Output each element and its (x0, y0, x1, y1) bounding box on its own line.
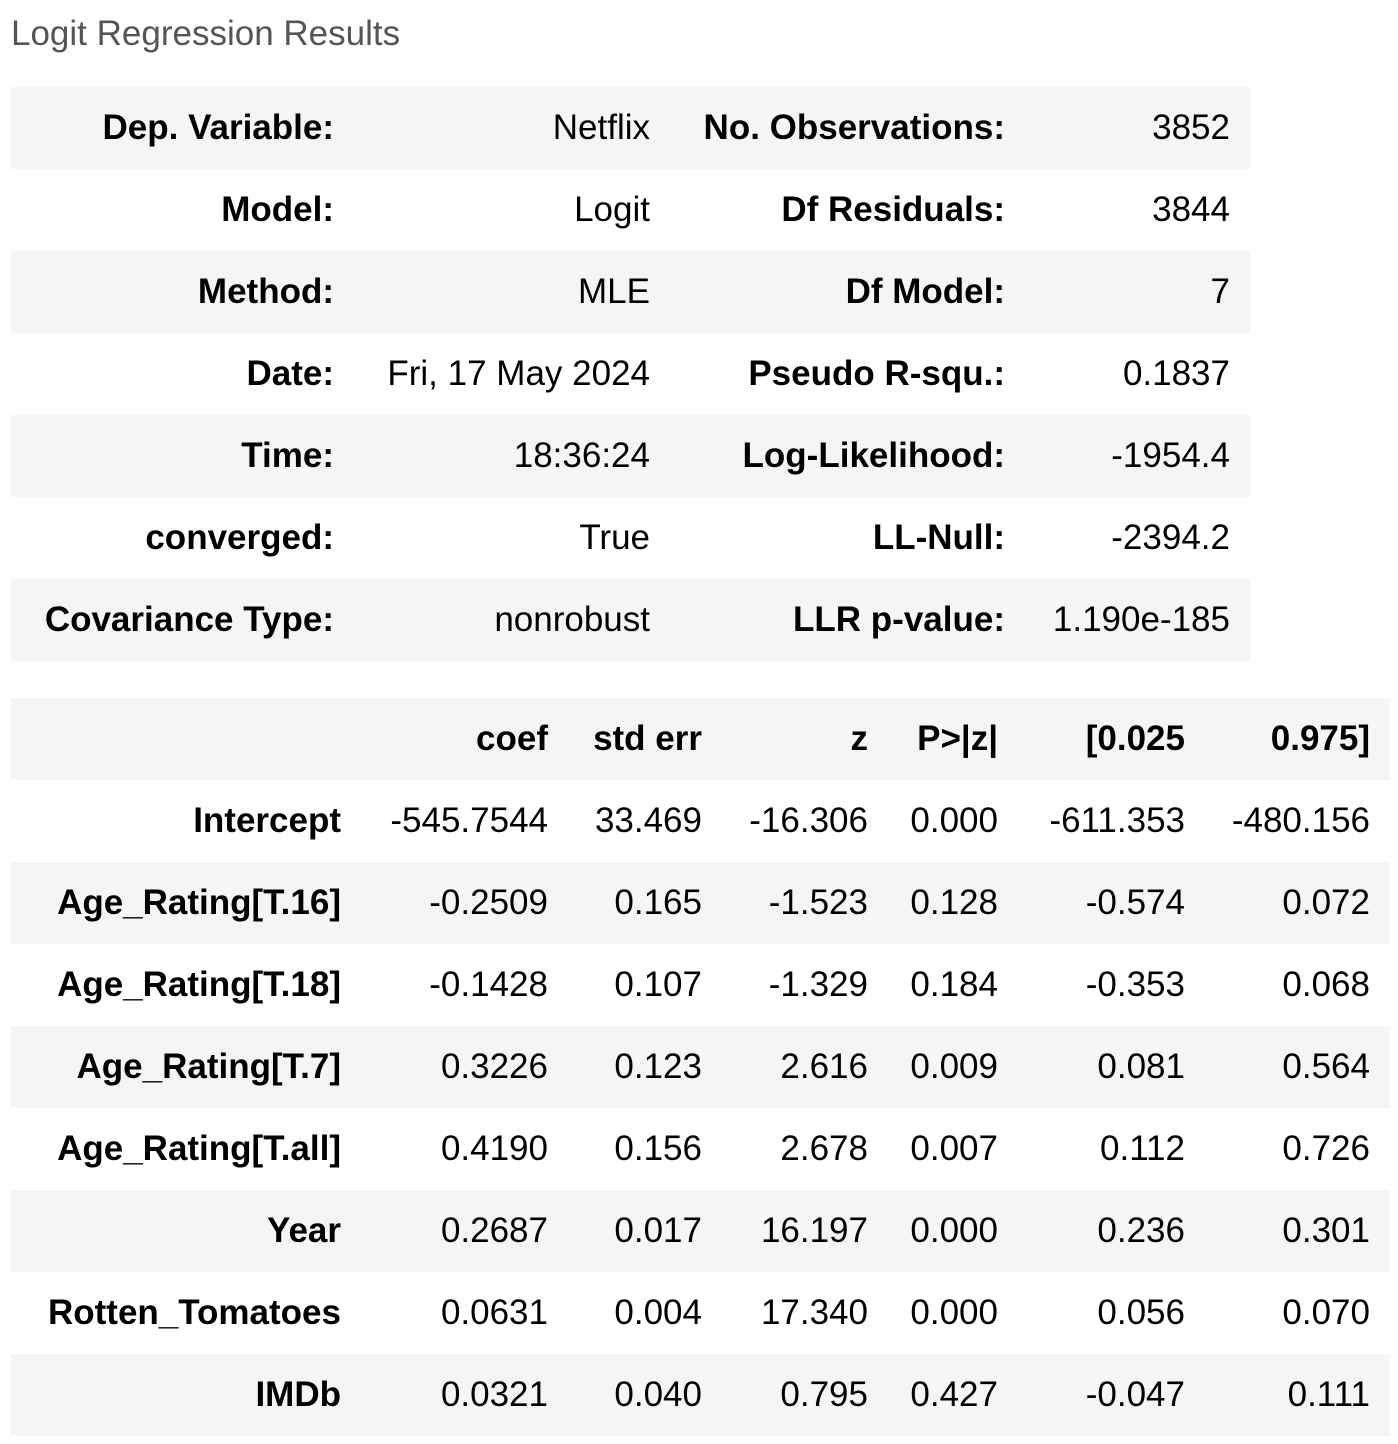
summary-label: Dep. Variable: (102, 108, 334, 147)
summary-value: -2394.2 (1111, 518, 1230, 557)
summary-value: Logit (574, 190, 650, 229)
table-row (11, 1272, 1390, 1354)
table-row (11, 1108, 1390, 1190)
cell-value: -0.047 (1085, 1375, 1185, 1414)
cell-value: -1.329 (768, 965, 868, 1004)
summary-label: Method: (197, 272, 334, 311)
summary-value: 3844 (1152, 190, 1230, 229)
summary-value: 3852 (1152, 108, 1230, 147)
table-row (11, 1354, 1390, 1436)
cell-value: 0.564 (1282, 1047, 1370, 1086)
cell-value: 0.726 (1282, 1129, 1370, 1168)
table-row (11, 944, 1390, 1026)
summary-value: -1954.4 (1111, 436, 1230, 475)
cell-value: -480.156 (1231, 801, 1370, 840)
cell-value: -0.353 (1085, 965, 1185, 1004)
column-header: P>|z| (917, 719, 998, 758)
cell-value: 0.123 (614, 1047, 702, 1086)
cell-value: 2.616 (780, 1047, 868, 1086)
cell-value: 0.165 (614, 883, 702, 922)
cell-value: 0.009 (910, 1047, 998, 1086)
row-label: Age_Rating[T.all] (57, 1129, 341, 1168)
column-header: z (850, 719, 868, 758)
cell-value: 0.040 (614, 1375, 702, 1414)
summary-row (11, 251, 1250, 333)
cell-value: 0.072 (1282, 883, 1370, 922)
cell-value: 0.427 (910, 1375, 998, 1414)
cell-value: 0.112 (1100, 1129, 1185, 1168)
summary-row (11, 497, 1250, 579)
cell-value: 0.795 (780, 1375, 868, 1414)
cell-value: -545.7544 (390, 801, 548, 840)
cell-value: -1.523 (768, 883, 868, 922)
cell-value: -0.2509 (429, 883, 548, 922)
summary-label: Df Residuals: (781, 190, 1005, 229)
cell-value: 0.070 (1282, 1293, 1370, 1332)
summary-row (11, 169, 1250, 251)
table-row (11, 862, 1390, 944)
summary-label: Date: (246, 354, 334, 393)
cell-value: 16.197 (760, 1211, 868, 1250)
summary-label: Model: (221, 190, 334, 229)
cell-value: 0.156 (614, 1129, 702, 1168)
summary-row (11, 87, 1250, 169)
column-header: coef (476, 719, 548, 758)
cell-value: 0.107 (614, 965, 702, 1004)
row-label: Year (267, 1211, 341, 1250)
summary-row (11, 579, 1250, 661)
summary-label: LLR p-value: (793, 600, 1005, 639)
cell-value: 0.236 (1097, 1211, 1185, 1250)
cell-value: -0.1428 (429, 965, 548, 1004)
summary-value: 18:36:24 (513, 436, 650, 475)
summary-row (11, 415, 1250, 497)
summary-label: Time: (241, 436, 334, 475)
cell-value: 0.000 (910, 1211, 998, 1250)
summary-value: True (579, 518, 650, 557)
summary-label: Log-Likelihood: (742, 436, 1005, 475)
summary-label: Pseudo R-squ.: (748, 354, 1005, 393)
cell-value: 0.081 (1097, 1047, 1185, 1086)
table-row (11, 1026, 1390, 1108)
cell-value: 0.068 (1282, 965, 1370, 1004)
cell-value: 0.004 (614, 1293, 702, 1332)
summary-value: 7 (1210, 272, 1230, 311)
column-header: std err (593, 719, 702, 758)
cell-value: 0.000 (910, 1293, 998, 1332)
table-row (11, 1190, 1390, 1272)
summary-label: Df Model: (845, 272, 1005, 311)
row-label: Age_Rating[T.16] (57, 883, 341, 922)
column-header: [0.025 (1085, 719, 1185, 758)
summary-value: MLE (578, 272, 650, 311)
cell-value: 0.2687 (440, 1211, 548, 1250)
cell-value: 0.007 (910, 1129, 998, 1168)
summary-label: No. Observations: (703, 108, 1005, 147)
row-label: IMDb (255, 1375, 341, 1414)
coefficient-table (11, 698, 1390, 1436)
cell-value: -16.306 (749, 801, 868, 840)
cell-value: 0.111 (1287, 1375, 1370, 1414)
summary-row (11, 333, 1250, 415)
cell-value: 0.4190 (440, 1129, 548, 1168)
table-row (11, 780, 1390, 862)
cell-value: 0.0321 (440, 1375, 548, 1414)
cell-value: 0.184 (910, 965, 998, 1004)
cell-value: 2.678 (780, 1129, 868, 1168)
summary-value: nonrobust (494, 600, 650, 639)
summary-label: converged: (145, 518, 334, 557)
model-summary-table (11, 87, 1250, 661)
cell-value: -611.353 (1049, 801, 1185, 840)
row-label: Intercept (193, 801, 341, 840)
summary-value: Fri, 17 May 2024 (387, 354, 650, 393)
coef-header-row (11, 698, 1390, 780)
cell-value: -0.574 (1085, 883, 1185, 922)
summary-value: Netflix (552, 108, 650, 147)
cell-value: 0.3226 (440, 1047, 548, 1086)
cell-value: 33.469 (594, 801, 702, 840)
column-header: 0.975] (1270, 719, 1370, 758)
cell-value: 0.000 (910, 801, 998, 840)
row-label: Age_Rating[T.18] (57, 965, 341, 1004)
cell-value: 0.301 (1282, 1211, 1370, 1250)
column-header (11, 698, 361, 780)
summary-label: Covariance Type: (44, 600, 334, 639)
cell-value: 0.128 (910, 883, 998, 922)
cell-value: 0.056 (1097, 1293, 1185, 1332)
cell-value: 0.0631 (440, 1293, 548, 1332)
row-label: Rotten_Tomatoes (48, 1293, 341, 1332)
cell-value: 17.340 (760, 1293, 868, 1332)
row-label: Age_Rating[T.7] (76, 1047, 341, 1086)
table-caption: Logit Regression Results (11, 14, 401, 53)
summary-label: LL-Null: (872, 518, 1005, 557)
summary-value: 1.190e-185 (1052, 600, 1230, 639)
cell-value: 0.017 (614, 1211, 702, 1250)
summary-value: 0.1837 (1122, 354, 1230, 393)
